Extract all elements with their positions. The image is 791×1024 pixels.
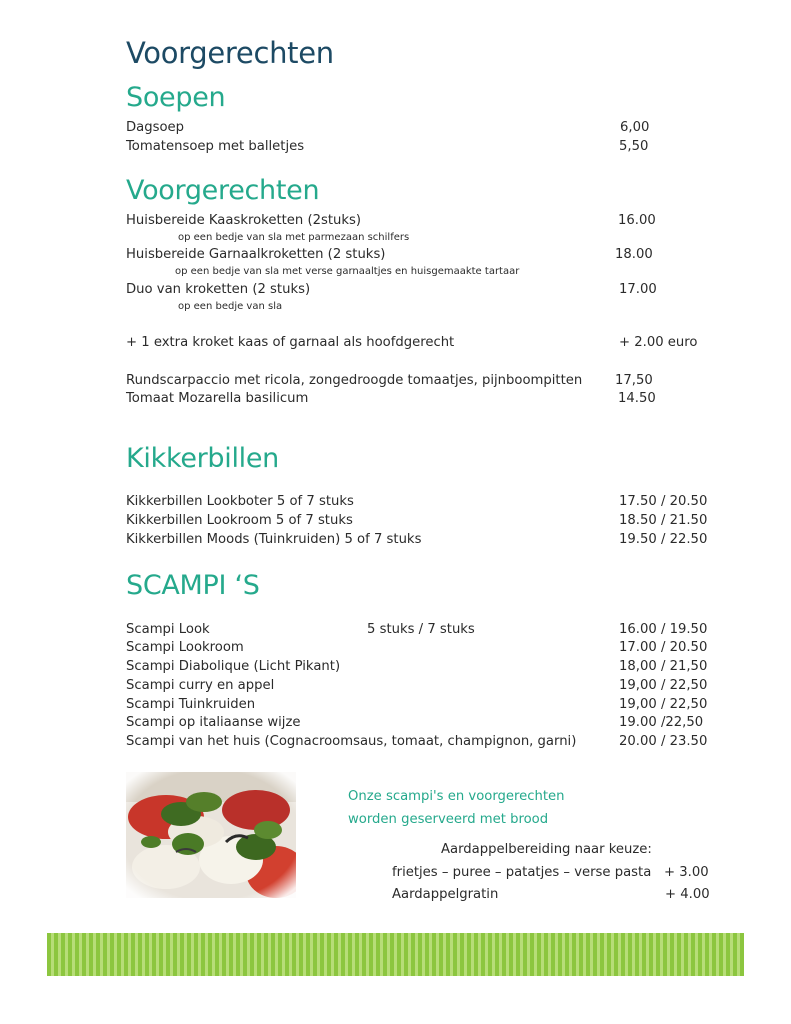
menu-item: Huisbereide Kaaskroketten (2stuks) bbox=[126, 213, 362, 228]
menu-price: 17,50 bbox=[615, 373, 653, 388]
bread-note-line1: Onze scampi's en voorgerechten bbox=[348, 789, 565, 804]
decorative-stripe-footer bbox=[47, 933, 744, 976]
section-title-soepen: Soepen bbox=[126, 82, 226, 113]
menu-item: Scampi op italiaanse wijze bbox=[126, 715, 301, 730]
potato-option: Aardappelgratin bbox=[392, 887, 499, 902]
menu-item: Dagsoep bbox=[126, 120, 185, 135]
menu-item-description: op een bedje van sla met verse garnaaltjes en huisgemaakte tartaar bbox=[175, 266, 520, 277]
menu-item: Tomatensoep met balletjes bbox=[126, 139, 305, 154]
menu-item: Scampi Look bbox=[126, 622, 210, 637]
bread-note-line2: worden geserveerd met brood bbox=[348, 812, 549, 827]
menu-price: 18.00 bbox=[615, 247, 653, 262]
menu-item: Tomaat Mozarella basilicum bbox=[126, 391, 309, 406]
menu-price: 17.00 / 20.50 bbox=[619, 640, 708, 655]
section-title-scampis: SCAMPI ‘S bbox=[126, 570, 260, 601]
menu-item: Kikkerbillen Lookroom 5 of 7 stuks bbox=[126, 513, 353, 528]
portion-sizes: 5 stuks / 7 stuks bbox=[367, 622, 475, 637]
menu-price: 20.00 / 23.50 bbox=[619, 734, 708, 749]
menu-item-description: op een bedje van sla met parmezaan schilfers bbox=[178, 232, 410, 243]
menu-item-description: op een bedje van sla bbox=[178, 301, 283, 312]
menu-price: 19,00 / 22,50 bbox=[619, 678, 708, 693]
menu-price: + 2.00 euro bbox=[619, 335, 698, 350]
section-title-kikkerbillen: Kikkerbillen bbox=[126, 443, 279, 474]
menu-price: 17.00 bbox=[619, 282, 657, 297]
menu-extra: + 1 extra kroket kaas of garnaal als hoofdgerecht bbox=[126, 335, 455, 350]
menu-price: 17.50 / 20.50 bbox=[619, 494, 708, 509]
menu-price: 16.00 / 19.50 bbox=[619, 622, 708, 637]
menu-item: Scampi Diabolique (Licht Pikant) bbox=[126, 659, 341, 674]
caprese-salad-image bbox=[126, 772, 296, 898]
menu-item: Scampi van het huis (Cognacroomsaus, tomaat, champignon, garni) bbox=[126, 734, 577, 749]
menu-item: Kikkerbillen Lookboter 5 of 7 stuks bbox=[126, 494, 354, 509]
menu-item: Scampi Lookroom bbox=[126, 640, 244, 655]
potato-option: frietjes – puree – patatjes – verse pasta bbox=[392, 865, 652, 880]
menu-price: 18.50 / 21.50 bbox=[619, 513, 708, 528]
section-title-voorgerechten: Voorgerechten bbox=[126, 175, 320, 206]
menu-price: 5,50 bbox=[619, 139, 649, 154]
menu-item: Duo van kroketten (2 stuks) bbox=[126, 282, 311, 297]
potato-price: + 3.00 bbox=[664, 865, 709, 880]
menu-price: 14.50 bbox=[618, 391, 656, 406]
menu-price: 16.00 bbox=[618, 213, 656, 228]
menu-item: Kikkerbillen Moods (Tuinkruiden) 5 of 7 stuks bbox=[126, 532, 422, 547]
menu-price: 18,00 / 21,50 bbox=[619, 659, 708, 674]
potato-price: + 4.00 bbox=[665, 887, 710, 902]
menu-item: Rundscarpaccio met ricola, zongedroogde tomaatjes, pijnboompitten bbox=[126, 373, 583, 388]
menu-price: 19.50 / 22.50 bbox=[619, 532, 708, 547]
menu-price: 19,00 / 22,50 bbox=[619, 697, 708, 712]
menu-item: Huisbereide Garnaalkroketten (2 stuks) bbox=[126, 247, 386, 262]
menu-item: Scampi Tuinkruiden bbox=[126, 697, 256, 712]
menu-price: 6,00 bbox=[620, 120, 650, 135]
potato-heading: Aardappelbereiding naar keuze: bbox=[441, 842, 652, 857]
menu-item: Scampi curry en appel bbox=[126, 678, 275, 693]
menu-price: 19.00 /22,50 bbox=[619, 715, 704, 730]
page-title: Voorgerechten bbox=[126, 36, 334, 70]
